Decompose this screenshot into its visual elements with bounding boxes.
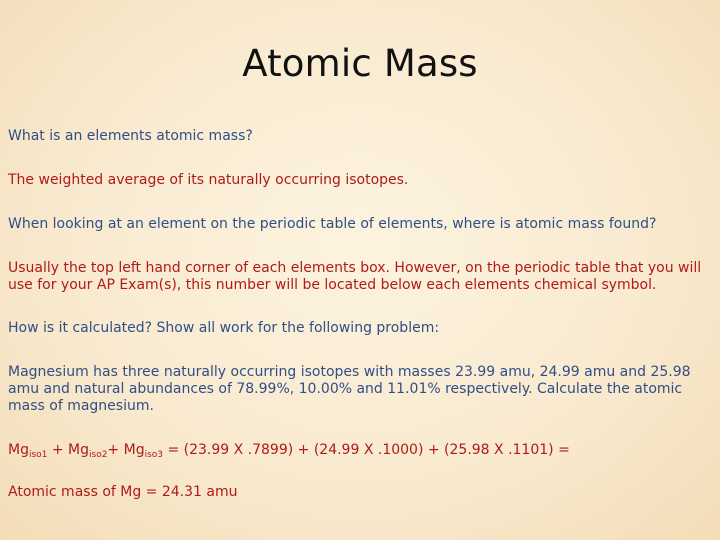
equation-term2-base: Mg bbox=[68, 442, 89, 458]
equation-term1-sub: iso1 bbox=[28, 450, 48, 460]
question-calculation: How is it calculated? Show all work for the following problem: bbox=[8, 320, 440, 336]
equation-term3-sub: iso3 bbox=[144, 450, 163, 460]
equation-term1-base: Mg bbox=[8, 442, 29, 458]
problem-statement: Magnesium has three naturally occurring isotopes with masses 23.99 amu, 24.99 amu and 25.98 amu and natural abundances of 78.99%, 10.00% and 11.01% respectively. Calculate the atomic mass of magnesium. bbox=[8, 364, 691, 414]
question-atomic-mass: What is an elements atomic mass? bbox=[8, 128, 253, 144]
equation-plus1: + bbox=[47, 442, 69, 458]
question-location: When looking at an element on the periodic table of elements, where is atomic mass found? bbox=[8, 216, 657, 232]
equation-term3-base: Mg bbox=[123, 442, 145, 458]
result-line: Atomic mass of Mg = 24.31 amu bbox=[8, 484, 238, 500]
equation-line bbox=[8, 442, 714, 459]
equation-rhs: = (23.99 X .7899) + (24.99 X .1000) + (25.98 X .1101) = bbox=[163, 442, 570, 458]
equation-term2-sub: iso2 bbox=[89, 450, 108, 460]
answer-location: Usually the top left hand corner of each elements box. However, on the periodic table that you will use for your AP Exam(s), this number will be located below each elements chemical symbol. bbox=[8, 260, 702, 293]
answer-atomic-mass: The weighted average of its naturally occurring isotopes. bbox=[8, 172, 409, 188]
slide-title: Atomic Mass bbox=[242, 42, 478, 85]
equation-plus2: + bbox=[107, 442, 124, 458]
